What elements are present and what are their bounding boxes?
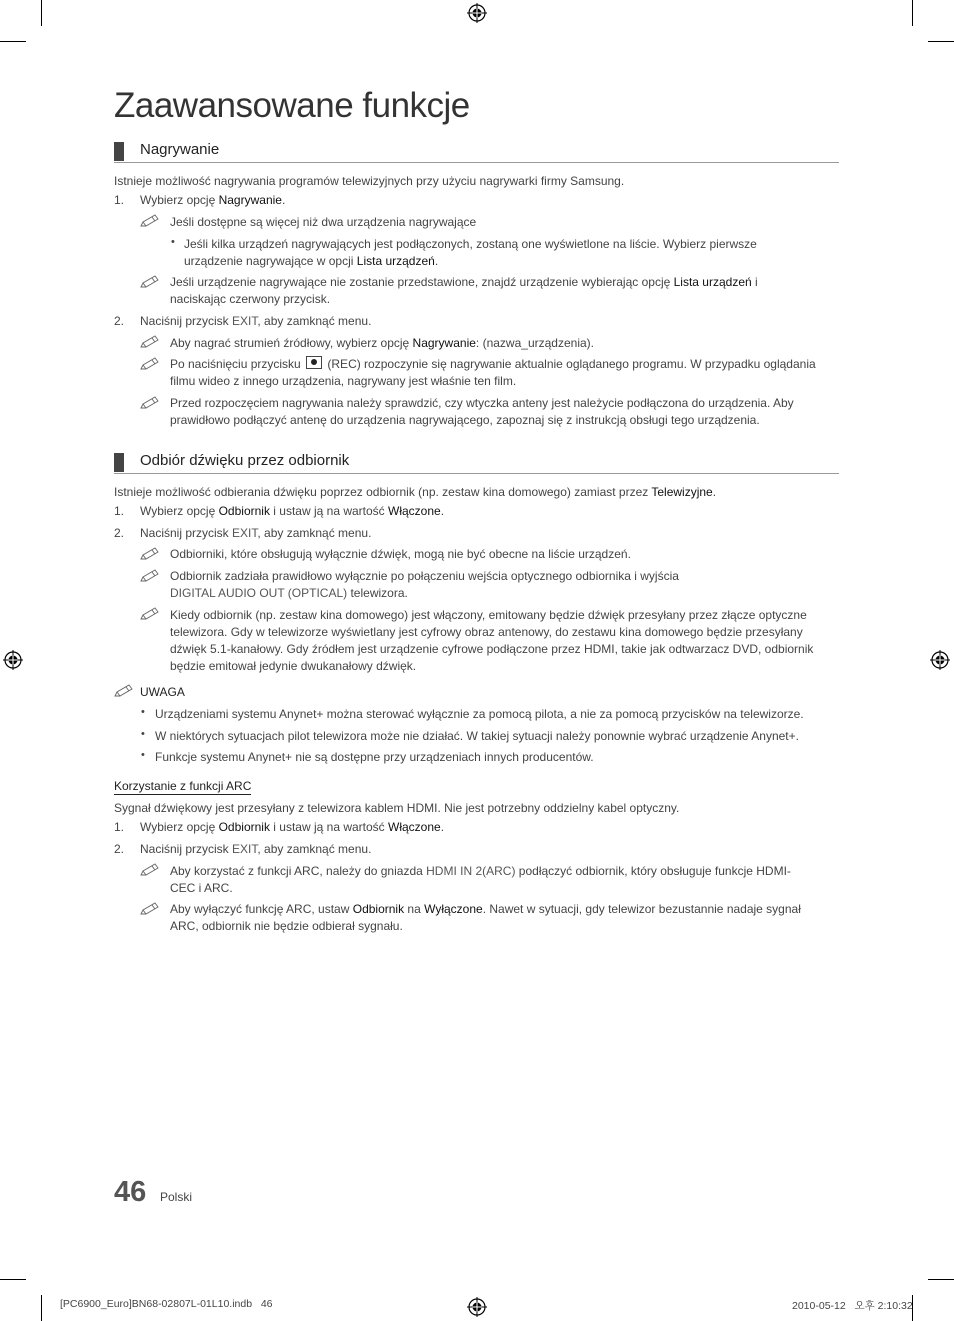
registration-mark-icon — [467, 1297, 487, 1317]
note-text: filmu wideo z innego urządzenia, nagrywany jest właśnie ten film. — [170, 374, 517, 388]
text: Naciśnij przycisk — [140, 526, 233, 540]
text: na — [404, 902, 425, 916]
section-intro: Istnieje możliwość nagrywania programów telewizyjnych przy użyciu nagrywarki firmy Samsung. — [114, 174, 625, 188]
bold-term: Włączone — [388, 820, 441, 834]
subsection-heading-arc: Korzystanie z funkcji ARC — [114, 779, 252, 793]
bold-term: Odbiornik — [218, 504, 270, 518]
step-text — [140, 313, 371, 330]
note-pencil-icon — [140, 863, 162, 877]
note-pencil-icon — [140, 214, 162, 228]
note-text: będzie emitował jedynie dwukanałowy dźwięk. — [170, 659, 417, 673]
note-pencil-icon — [140, 335, 162, 349]
bold-term: EXIT — [232, 842, 258, 856]
bold-term: Włączone — [388, 504, 441, 518]
text: Aby korzystać z funkcji ARC, należy do gniazda — [170, 864, 427, 878]
step-number: 1. — [114, 504, 125, 518]
text: Wybierz opcję — [140, 820, 219, 834]
note-pencil-icon — [140, 547, 162, 561]
step-number: 2. — [114, 314, 125, 328]
text: i ustaw ją na wartość — [269, 504, 389, 518]
section-heading-text: Nagrywanie — [140, 141, 220, 158]
note-text — [170, 901, 801, 918]
note-pencil-icon — [140, 275, 162, 289]
bullet-text — [184, 253, 438, 270]
bold-term: Lista urządzeń — [356, 254, 435, 268]
bullet-dot: • — [141, 749, 145, 761]
text: . — [281, 193, 286, 207]
note-text: naciskając czerwony przycisk. — [170, 292, 331, 306]
text: . — [440, 820, 445, 834]
print-file-info: [PC6900_Euro]BN68-02807L-01L10.indb 46 — [60, 1298, 273, 1310]
text: , aby zamknąć menu. — [257, 526, 372, 540]
bullet-text: W niektórych sytuacjach pilot telewizora może nie działać. W takiej sytuacji należy ponownie wybrać urządzenie Anynet+. — [155, 729, 799, 743]
crop-mark — [0, 1279, 26, 1280]
text: Aby wyłączyć funkcję ARC, ustaw — [170, 902, 353, 916]
page-title: Zaawansowane funkcje — [114, 86, 470, 125]
note-pencil-icon — [140, 396, 162, 410]
bullet-text: Jeśli kilka urządzeń nagrywających jest podłączonych, zostaną one wyświetlone na liście. Wybierz pierwsze — [184, 237, 757, 251]
note-text: Przed rozpoczęciem nagrywania należy sprawdzić, czy wtyczka anteny jest należycie podłączona do urządzenia. Aby — [170, 396, 794, 410]
text: Naciśnij przycisk — [140, 314, 233, 328]
step-text — [140, 192, 285, 209]
bold-term: Lista urządzeń — [673, 275, 752, 289]
step-number: 2. — [114, 526, 125, 540]
crop-mark — [41, 1295, 42, 1321]
note-pencil-icon — [140, 357, 162, 371]
text: : (nazwa_urządzenia). — [475, 336, 594, 350]
note-text — [170, 356, 816, 373]
text: Jeśli urządzenie nagrywające nie zostanie przedstawione, znajdź urządzenie wybierając opcję — [170, 275, 674, 289]
step-text — [140, 819, 444, 836]
section-intro: Sygnał dźwiękowy jest przesyłany z telewizora kablem HDMI. Nie jest potrzebny oddzielny kabel optyczny. — [114, 801, 680, 815]
note-text — [170, 585, 408, 602]
text: Naciśnij przycisk — [140, 842, 233, 856]
crop-mark — [928, 41, 954, 42]
bold-term: Nagrywanie — [218, 193, 282, 207]
text: i ustaw ją na wartość — [269, 820, 389, 834]
crop-mark — [928, 1279, 954, 1280]
section-heading-text: Odbiór dźwięku przez odbiornik — [140, 452, 350, 469]
text: Wybierz opcję — [140, 504, 219, 518]
bold-term: Nagrywanie — [412, 336, 476, 350]
section-bar — [114, 142, 124, 161]
note-text — [170, 335, 594, 352]
registration-mark-icon — [467, 3, 487, 23]
bold-term: EXIT — [232, 314, 258, 328]
step-text — [140, 841, 371, 858]
note-pencil-icon — [140, 569, 162, 583]
bold-term: DIGITAL AUDIO OUT (OPTICAL) — [170, 586, 348, 600]
text: Aby nagrać strumień źródłowy, wybierz opcję — [170, 336, 413, 350]
text: . — [440, 504, 445, 518]
registration-mark-icon — [3, 650, 23, 670]
crop-mark — [0, 41, 26, 42]
bullet-dot: • — [141, 728, 145, 740]
note-pencil-icon — [140, 607, 162, 621]
bold-term: Odbiornik — [218, 820, 270, 834]
text: Istnieje możliwość odbierania dźwięku poprzez odbiornik (np. zestaw kina domowego) zamiast przez — [114, 485, 652, 499]
bold-term: HDMI IN 2(ARC) — [426, 864, 516, 878]
step-number: 1. — [114, 820, 125, 834]
section-intro — [114, 484, 716, 501]
note-pencil-icon — [140, 902, 162, 916]
text: urządzenie nagrywające w opcji — [184, 254, 357, 268]
bold-term: Odbiornik — [352, 902, 405, 916]
note-pencil-icon — [114, 684, 136, 698]
note-text: dźwięk 5.1-kanałowy. Gdy źródłem jest urządzenie cyfrowe podłączone przez HDMI, takie jak odtwarzacz DVD, odbiornik — [170, 642, 814, 656]
text: i — [751, 275, 758, 289]
note-text: Odbiorniki, które obsługują wyłącznie dźwięk, mogą nie być obecne na liście urządzeń. — [170, 547, 631, 561]
bold-term: EXIT — [232, 526, 258, 540]
crop-mark — [41, 0, 42, 26]
note-text — [170, 274, 758, 291]
note-text: telewizora. Gdy w telewizorze wyświetlany jest cyfrowy obraz antenowy, do zestawu kina domowego będzie przesyłany — [170, 625, 803, 639]
note-text: Kiedy odbiornik (np. zestaw kina domowego) jest włączony, emitowany będzie dźwięk przesyłany przez złącze optyczne — [170, 608, 807, 622]
bold-term: Telewizyjne — [651, 485, 713, 499]
bullet-text: Funkcje systemu Anynet+ nie są dostępne przy urządzeniach innych producentów. — [155, 750, 594, 764]
text: . — [712, 485, 717, 499]
section-heading-nagrywanie — [114, 140, 839, 163]
note-text — [170, 863, 791, 880]
section-bar — [114, 453, 124, 472]
text: telewizora. — [347, 586, 408, 600]
step-number: 1. — [114, 193, 125, 207]
note-text: CEC i ARC. — [170, 881, 233, 895]
note-text: Jeśli dostępne są więcej niż dwa urządzenia nagrywające — [170, 215, 477, 229]
registration-mark-icon — [930, 650, 950, 670]
text: (REC) rozpoczynie się nagrywanie aktualnie oglądanego programu. W przypadku oglądania — [324, 357, 816, 371]
page-number: 46 — [114, 1176, 147, 1208]
text: Wybierz opcję — [140, 193, 219, 207]
section-heading-odbior — [114, 451, 839, 474]
rec-button-icon — [306, 356, 322, 369]
bullet-text: Urządzeniami systemu Anynet+ można sterować wyłącznie za pomocą pilota, a nie za pomocą przycisków na telewizorze. — [155, 707, 804, 721]
note-text: prawidłowo podłączyć antenę do urządzenia nagrywającego, zapoznaj się z instrukcją obsługi tego urządzenia. — [170, 413, 760, 427]
step-text — [140, 503, 444, 520]
text: podłączyć odbiornik, który obsługuje funkcje HDMI- — [515, 864, 791, 878]
language-label: Polski — [160, 1190, 193, 1204]
text: , aby zamknąć menu. — [257, 314, 372, 328]
note-text: ARC, odbiornik nie będzie odbierał sygnału. — [170, 919, 403, 933]
text: , aby zamknąć menu. — [257, 842, 372, 856]
text: Po naciśnięciu przycisku — [170, 357, 305, 371]
text: . Nawet w sytuacji, gdy telewizor bezustannie nadaje sygnał — [482, 902, 801, 916]
crop-mark — [912, 0, 913, 26]
bullet-dot: • — [171, 236, 175, 248]
step-text — [140, 525, 371, 542]
uwaga-label: UWAGA — [140, 685, 185, 699]
step-number: 2. — [114, 842, 125, 856]
bullet-dot: • — [141, 706, 145, 718]
bold-term: Wyłączone — [424, 902, 483, 916]
print-timestamp: 2010-05-12 오후 2:10:32 — [792, 1300, 913, 1312]
text: . — [434, 254, 439, 268]
note-text: Odbiornik zadziała prawidłowo wyłącznie po połączeniu wejścia optycznego odbiornika i wyjścia — [170, 569, 679, 583]
